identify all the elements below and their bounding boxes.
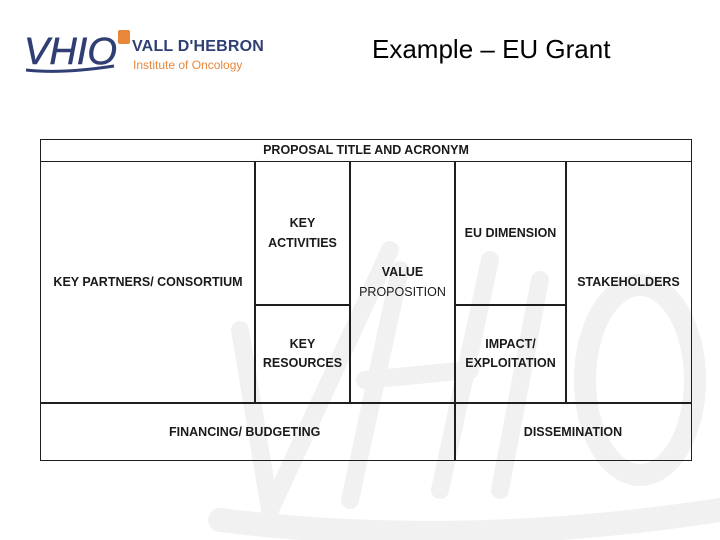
logo-accent-mark (118, 30, 130, 44)
vhio-logo (22, 20, 272, 76)
key-partners-cell (40, 161, 256, 404)
financing-cell (40, 402, 456, 461)
eu-dimension-label: EU DIMENSION (464, 225, 557, 240)
key-activities-label-1: KEY (289, 216, 316, 231)
value-proposition-cell (349, 161, 456, 404)
stakeholders-label: STAKEHOLDERS (577, 274, 680, 289)
key-resources-cell (254, 304, 351, 404)
impact-label-1: IMPACT/ (485, 336, 536, 351)
logo-subtitle: Institute of Oncology (133, 58, 243, 72)
svg-text:VHIO: VHIO (24, 31, 117, 73)
key-partners-label: KEY PARTNERS/ CONSORTIUM (53, 274, 243, 289)
logo-name: VALL D'HEBRON (132, 38, 265, 55)
eu-dimension-cell (454, 161, 567, 306)
financing-label: FINANCING/ BUDGETING (169, 425, 321, 439)
key-activities-label-2: ACTIVITIES (268, 235, 337, 250)
key-resources-label-1: KEY (289, 336, 316, 351)
slide-title: Example – EU Grant (372, 34, 611, 64)
value-proposition-label-2: PROPOSITION (359, 284, 446, 299)
dissemination-cell (454, 402, 692, 461)
eu-grant-canvas (40, 139, 692, 461)
vhio-logo-mark (22, 20, 122, 76)
proposal-title-label: PROPOSAL TITLE AND ACRONYM (263, 142, 469, 157)
proposal-title-cell (40, 139, 692, 162)
impact-label-2: EXPLOITATION (465, 356, 556, 370)
impact-exploitation-cell (454, 304, 567, 404)
dissemination-label: DISSEMINATION (523, 425, 623, 439)
key-resources-label-2: RESOURCES (262, 356, 343, 370)
stakeholders-cell (565, 161, 692, 404)
value-proposition-label-1: VALUE (381, 265, 424, 280)
key-activities-cell (254, 161, 351, 306)
